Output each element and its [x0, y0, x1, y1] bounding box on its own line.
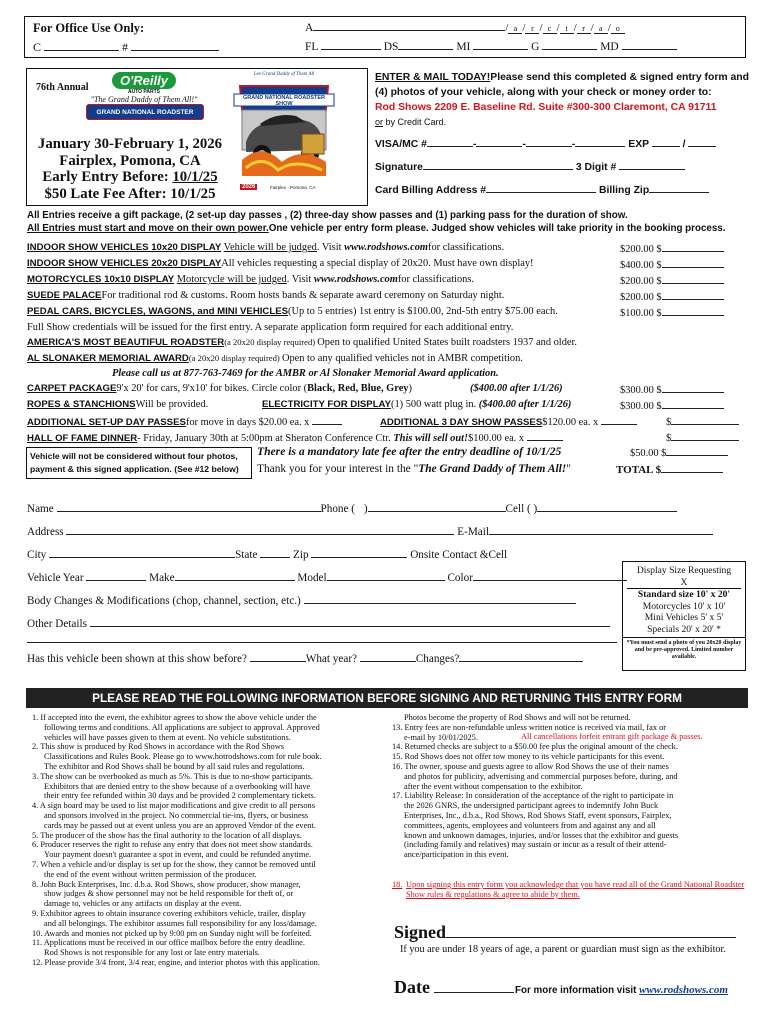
ropes-row: ROPES & STANCHIONSWill be provided.	[27, 399, 209, 410]
rule-line: Classifications and Rules Book. Please go to www.hotrodshows.com for rule book.	[44, 752, 322, 762]
rule-line: cards may be passed out at event unless you are an approved Vendor of the event.	[44, 820, 316, 830]
entries-notice: All Entries receive a gift package, (2 set-up day passes , (2) three-day show passes and (1) parking pass for the duration of show. All Entries must start and move on their own power.One vehicle per entry form please. Judged show vehicles will take priority in the booking process.	[27, 210, 726, 234]
pedal-cars-amount[interactable]: $100.00 $	[620, 306, 724, 319]
rule-line: the 2026 GNRS, the undersigned participant agrees to indemnify John Buck	[404, 801, 659, 811]
office-a-codes: / a / r / c / t / r / a / o	[505, 24, 624, 33]
rules-left-column	[32, 713, 380, 968]
rule-line: show judges & show personnel may not be held responsible for theft of, or	[44, 889, 294, 899]
early-entry: Early Entry Before: 10/1/25	[42, 169, 218, 185]
signed-field[interactable]: Signed	[394, 922, 736, 943]
rule-line: Exhibitors that are denied entry to the show because of a overbooking will have	[44, 781, 311, 791]
other-details-row[interactable]: Other Details	[27, 617, 610, 630]
electricity-amount[interactable]: $300.00 $	[620, 399, 724, 412]
body-changes-row[interactable]: Body Changes & Modifications (chop, channel, section, etc.)	[27, 594, 576, 607]
oreilly-logo: O'Reilly AUTO PARTS "The Grand Daddy of Them All!"	[90, 73, 198, 104]
office-codes-row[interactable]: FL DS MI G MD	[305, 40, 677, 53]
office-use-title: For Office Use Only:	[33, 21, 145, 35]
car-illustration	[232, 72, 336, 194]
visa-field[interactable]: VISA/MC # - - - EXP /	[375, 137, 716, 150]
city-row[interactable]: City State Zip Onsite Contact &Cell	[27, 549, 508, 561]
event-venue: Fairplex, Pomona, CA	[59, 152, 201, 169]
other-details-line[interactable]	[27, 642, 617, 643]
car-banner: GRAND NATIONAL ROADSTER SHOW	[243, 95, 325, 107]
minor-note: If you are under 18 years of age, a parent or guardian must sign as the exhibitor.	[400, 944, 726, 955]
more-info: For more information visit www.rodshows.com	[515, 984, 728, 996]
rule-line: their entry fee refunded within 30 days and be provided 2 complementary tickets.	[44, 791, 316, 801]
indoor-10x20-amount[interactable]: $200.00 $	[620, 242, 724, 255]
gnrs-banner: GRAND NATIONAL ROADSTER SHOW	[86, 104, 204, 120]
hall-of-fame-row[interactable]: HALL OF FAME DINNER- Friday, January 30th at 5:00pm at Sheraton Conference Ctr. This will sell out!$100.00 ea. x	[27, 431, 563, 445]
indoor-10x20-row: INDOOR SHOW VEHICLES 10x20 DISPLAY Vehicle will be judged. Visit www.rodshows.comfor classifications.	[27, 242, 505, 253]
suede-palace-amount[interactable]: $200.00 $	[620, 290, 724, 303]
electricity-row: ELECTRICITY FOR DISPLAY(1) 500 watt plug in. ($400.00 after 1/1/26)	[262, 399, 572, 410]
rule-line: 16. The owner, spouse and guests agree to allow Rod Shows the use of their names	[392, 761, 669, 771]
mailing-address: Rod Shows 2209 E. Baseline Rd. Suite #300-300 Claremont, CA 91711	[375, 101, 717, 113]
rule-18: 18. Upon signing this entry form you acknowledge that you have read all of the Grand National Roadster Show rules & regulations & agree to abide by them.	[392, 880, 745, 899]
rule-line: The exhibitor and Rod Shows shall be bound by all said rules and regulations.	[44, 761, 305, 771]
annual-label: 76th Annual	[36, 82, 89, 93]
passes-amount[interactable]: $	[666, 415, 739, 428]
office-a-code: a	[508, 24, 522, 34]
office-a-code: o	[611, 24, 625, 34]
rule-line: 6. Producer reserves the right to refuse any entry that does not meet show standards.	[32, 840, 313, 850]
rule-line: (including family and relatives) may sustain or incur as a result of their attend-	[404, 840, 667, 850]
rule-line: 9. Exhibitor agrees to obtain insurance covering exhibitors vehicle, trailer, display	[32, 908, 306, 918]
office-c-field[interactable]: C #	[33, 40, 219, 55]
al-slonaker-row: AL SLONAKER MEMORIAL AWARD(a 20x20 display required) Open to any qualified vehicles not in AMBR competition.	[27, 353, 523, 364]
rule-line: 8. John Buck Enterprises, Inc. d.b.a. Rod Shows, show producer, show manager,	[32, 879, 301, 889]
rule-line: 1. If accepted into the event, the exhibitor agrees to show the above vehicle under the	[32, 713, 317, 722]
mail-instructions: ENTER & MAIL TODAY!Please send this completed & signed entry form and (4) photos of your vehicle, along with your check or money order to: Rod Shows 2209 E. Baseline Rd. Suite #300-300 Claremont, CA 91711 or by Credit Card.	[375, 72, 749, 128]
rule-line: damage to, vehicles or any artifacts on display at the event.	[44, 899, 242, 909]
rule-line: Rod Shows is not responsible for any lost or late entry materials.	[44, 948, 260, 958]
signature-field[interactable]: Signature 3 Digit #	[375, 160, 685, 173]
rule-line: Enterprises, Inc., d.b.a., Rod Shows, Rod Shows Staff, event sponsors, Fairplex,	[404, 810, 672, 820]
rule-line: 7. When a vehicle and/or display is set up for the show, they cannot be removed until	[32, 859, 316, 869]
rule-line: 10. Awards and monies not picked up by 9:00 pm on Sunday night will be forfeited.	[32, 928, 312, 938]
display-option-moto[interactable]: Motorcycles 10' x 10'	[642, 600, 726, 612]
rule-line: 4. A sign board may be used to list major modifications and give credit to all persons	[32, 801, 315, 811]
address-row[interactable]: Address E-Mail	[27, 525, 713, 538]
indoor-20x20-amount[interactable]: $400.00 $	[620, 258, 724, 271]
rule-line: 2. This show is produced by Rod Shows in accordance with the Rod Shows	[32, 742, 284, 752]
rule-line: 15. Rod Shows does not offer tow money to its vehicle participants for this event.	[392, 752, 665, 762]
late-fee-note: There is a mandatory late fee after the entry deadline of 10/1/25	[257, 445, 562, 458]
motorcycles-amount[interactable]: $200.00 $	[620, 274, 724, 287]
rule-line: e-mail by 10/01/2025.	[404, 732, 478, 742]
office-a-code: t	[560, 24, 574, 34]
carpet-amount[interactable]: $300.00 $	[620, 383, 724, 396]
photos-required-box: Vehicle will not be considered without four photos, payment & this signed application. (See #12 below)	[26, 447, 252, 479]
carpet-after: ($400.00 after 1/1/26)	[470, 383, 563, 394]
rule-line: 12. Please provide 3/4 front, 3/4 rear, engine, and interior photos with this application.	[32, 957, 320, 967]
car-caption: Fairplex · Pomona, CA	[270, 185, 316, 190]
office-a-code: a	[594, 24, 608, 34]
rule-line: ance/participation in this event.	[404, 850, 509, 860]
office-a-code: r	[525, 24, 539, 34]
name-row[interactable]: Name Phone ( ) Cell ( )	[27, 502, 677, 515]
indoor-20x20-row: INDOOR SHOW VEHICLES 20x20 DISPLAYAll vehicles requesting a special display of 20x20. Must have own display!	[27, 258, 534, 269]
display-option-mini[interactable]: Mini Vehicles 5' x 5'	[644, 612, 724, 623]
full-show-note: Full Show credentials will be issued for the first entry. A separate application form required for each additional entry.	[27, 322, 514, 333]
late-fee: $50 Late Fee After: 10/1/25	[44, 185, 216, 202]
rule-line: Your payment doesn't guarantee a spot in event, and could be refunded anytime.	[44, 850, 312, 860]
rule-line: and all belongings. The exhibitor assumes full responsibility for any loss/damage.	[44, 918, 317, 928]
display-option-specials[interactable]: Specials 20' x 20' *	[647, 623, 721, 635]
late-fee-amount[interactable]: $50.00 $	[630, 446, 728, 459]
rule-line: after the event without compensation to the exhibitor.	[404, 781, 583, 791]
pedal-cars-row: PEDAL CARS, BICYCLES, WAGONS, and MINI VEHICLES(Up to 5 entries) 1st entry is $100.00, 2nd-5th entry $75.00 each.	[27, 306, 558, 317]
motorcycles-row: MOTORCYCLES 10x10 DISPLAY Motorcycle will be judged. Visit www.rodshows.comfor classifications.	[27, 274, 475, 285]
hall-of-fame-amount[interactable]: $	[666, 431, 739, 444]
event-info	[30, 136, 230, 202]
setup-passes-row[interactable]: ADDITIONAL SET-UP DAY PASSESfor move in days $20.00 ea. x	[27, 415, 342, 429]
office-a-field[interactable]: A / a / r / c / t / r / a / o	[305, 21, 625, 34]
vehicle-row[interactable]: Vehicle Year Make Model Color	[27, 571, 627, 584]
billing-field[interactable]: Card Billing Address # Billing Zip	[375, 183, 709, 196]
rule-line: and photos for publicity, advertising and commercial purposes before, during, and	[404, 771, 678, 781]
rule-line: Photos become the property of Rod Shows and will not be returned.	[404, 713, 631, 722]
office-a-code: r	[577, 24, 591, 34]
rule-line: known and unknown damages, injuries, and/or losses that the exhibitor and guests	[404, 830, 679, 840]
carpet-row: CARPET PACKAGE9'x 20' for cars, 9'x10' for bikes. Circle color (Black, Red, Blue, Grey)	[27, 383, 412, 394]
three-day-passes-row[interactable]: ADDITIONAL 3 DAY SHOW PASSES$120.00 ea. x	[380, 415, 637, 429]
shown-before-row[interactable]: Has this vehicle been shown at this show before? What year? Changes?	[27, 652, 583, 665]
rule-line: committees, agents, employees and volunteers from and against any and all	[404, 820, 656, 830]
display-size-box: Display Size Requesting X Standard size 10' x 20' Motorcycles 10' x 10' Mini Vehicles 5' x 5' Specials 20' x 20' * *You must send a photo of you 20x20 display and be pre-approved. Limited number available.	[622, 561, 746, 671]
rule-line: 13. Entry fees are non-refundable unless written notice is received via mail, fax or	[392, 722, 667, 732]
car-year: 2026	[242, 184, 256, 190]
show-logo	[232, 72, 336, 194]
site-link[interactable]: www.rodshows.com	[639, 984, 728, 996]
rule-line: 14. Returned checks are subject to a $50.00 fee plus the original amount of the check.	[392, 742, 678, 752]
event-dates: January 30-February 1, 2026	[37, 136, 223, 152]
rule-line: 11. Applications must be received in our office mailbox before the entry deadline.	[32, 938, 305, 948]
call-note: Please call us at 877-763-7469 for the AMBR or Al Slonaker Memorial Award application.	[112, 368, 499, 379]
rule-line: 5. The producer of the show has the final authority to the location of all displays.	[32, 830, 302, 840]
rule-line: vehicles will have passes given to them at event. No vehicle substitutions.	[44, 732, 291, 742]
rule-line: 17. Liability Release: In consideration of the acceptance of the right to participate in	[392, 791, 674, 801]
suede-palace-row: SUEDE PALACEFor traditional rod & customs. Room hosts bands & separate award ceremony on Saturday night.	[27, 290, 505, 301]
ambr-row: AMERICA'S MOST BEAUTIFUL ROADSTER(a 20x20 display required) Open to qualified United States built roadsters 1937 and older.	[27, 337, 577, 348]
date-field[interactable]: Date	[394, 977, 514, 998]
office-a-code: c	[543, 24, 557, 34]
rules-heading: PLEASE READ THE FOLLOWING INFORMATION BEFORE SIGNING AND RETURNING THIS ENTRY FORM	[26, 688, 748, 708]
total-amount[interactable]: TOTAL $	[616, 463, 723, 476]
rule-line: following terms and conditions. All applications are subject to approval. Approved	[44, 722, 320, 732]
thanks-note: Thank you for your interest in the "The Grand Daddy of Them All!"	[257, 463, 571, 475]
rule-line: and sponsors involved in the project. No commercial tie-ins, flyers, or business	[44, 810, 309, 820]
cancel-note: All cancellations forfeit entrant gift package & passes.	[521, 732, 703, 741]
rule-line: the end of the event without written permission of the producer.	[44, 869, 257, 879]
car-badge: Lee Grand Daddy of Them All	[253, 72, 315, 77]
rule-line: 3. The show can be overbooked as much as 5%. This is due to no-show participants.	[32, 771, 314, 781]
